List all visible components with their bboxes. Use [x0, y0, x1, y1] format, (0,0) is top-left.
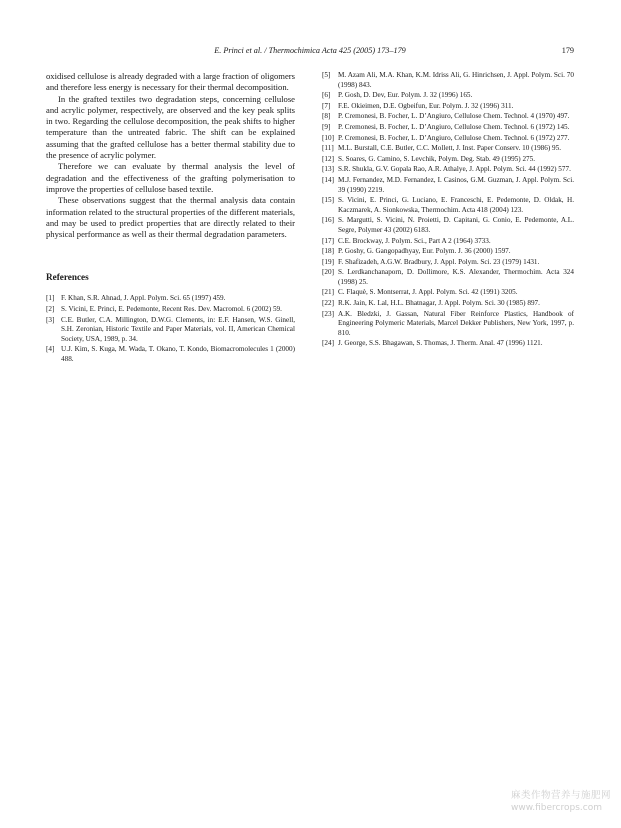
reference-item [46, 345, 295, 364]
reference-number: [15] [322, 196, 334, 205]
page-number: 179 [561, 46, 574, 55]
reference-text: A.K. Bledzki, J. Gassan, Natural Fiber Reinforce Plastics, Handbook of Engineering Polymeric Materials, Marcel Dekker Publishers, New York, 1997, p. 810. [338, 309, 574, 337]
reference-text: F.E. Okieimen, D.E. Ogbeifun, Eur. Polym. J. 32 (1996) 311. [338, 101, 514, 110]
reference-text: P. Gosh, D. Dev, Eur. Polym. J. 32 (1996) 165. [338, 91, 473, 100]
reference-text: U.J. Kim, S. Kuga, M. Wada, T. Okano, T. Kondo, Biomacromolecules 1 (2000) 488. [61, 345, 295, 364]
reference-text: P. Cremonesi, B. Focher, L. D’Angiuro, Cellulose Chem. Technol. 6 (1972) 145. [338, 122, 570, 131]
reference-text: S. Margutti, S. Vicini, N. Proietti, D. Capitani, G. Conio, E. Pedemonte, A.L. Segre, Polymer 43 (2002) 6183. [338, 216, 574, 234]
reference-item [322, 339, 574, 349]
reference-number: [3] [46, 315, 55, 324]
reference-item [322, 134, 574, 144]
reference-text: S. Lerdkanchanaporn, D. Dollimore, K.S. Alexander, Thermochim. Acta 324 (1998) 25. [338, 268, 574, 286]
reference-number: [19] [322, 257, 334, 266]
reference-text: M. Azam Ali, M.A. Khan, K.M. Idriss Ali, G. Hinrichsen, J. Appl. Polym. Sci. 70 (1998) 843. [338, 71, 574, 89]
reference-text: S. Vicini, E. Princi, G. Luciano, E. Franceschi, E. Pedemonte, D. Oldak, H. Kaczmarek, A. Sionkowska, Thermochim. Acta 418 (2004) 123. [338, 196, 574, 214]
body-paragraph: These observations suggest that the thermal analysis data contain information related to the structural properties of the different materials, and may be used to predict properties that are directly related to their physical performance as well as their thermal degradation parameters. [46, 195, 295, 240]
reference-number: [9] [322, 122, 331, 131]
body-paragraph: In the grafted textiles two degradation steps, concerning cellulose and acrylic polymer, respectively, are observed and the key peak splits in two. Regarding the cellulose decomposition, the peak shifts to higher temperature than the untreated fabric. The shift can be explained assuming that the grafted cellulose has a better thermal stability due to the presence of acrylic polymer. [46, 93, 295, 161]
reference-number: [7] [322, 101, 331, 110]
reference-item [322, 299, 574, 309]
reference-item [322, 237, 574, 247]
reference-item [322, 91, 574, 101]
reference-item [46, 305, 295, 315]
reference-text: P. Cremonesi, B. Focher, L. D’Angiuro, Cellulose Chem. Technol. 6 (1972) 277. [338, 133, 570, 142]
reference-text: C. Flaquè, S. Montserrat, J. Appl. Polym. Sci. 42 (1991) 3205. [338, 288, 518, 297]
reference-item [322, 310, 574, 339]
reference-text: C.E. Butler, C.A. Millington, D.W.G. Clements, in: E.F. Hansen, W.S. Ginell, S.H. Zeronian, Historic Textile and Paper Materials, vol. II, American Chemical Society, USA, 1989, p. 34. [61, 315, 295, 343]
reference-item [322, 268, 574, 287]
journal-citation: E. Princi et al. / Thermochimica Acta 425 (2005) 173–179 [214, 46, 406, 55]
reference-text: F. Khan, S.R. Ahnad, J. Appl. Polym. Sci. 65 (1997) 459. [61, 294, 226, 303]
reference-number: [8] [322, 112, 331, 121]
left-column [46, 71, 295, 366]
reference-item [322, 155, 574, 165]
reference-text: J. George, S.S. Bhagawan, S. Thomas, J. Therm. Anal. 47 (1996) 1121. [338, 339, 543, 348]
reference-number: [2] [46, 305, 55, 314]
reference-item [322, 123, 574, 133]
reference-text: C.E. Brockway, J. Polym. Sci., Part A 2 (1964) 3733. [338, 236, 491, 245]
reference-text: S.R. Shukla, G.V. Gopala Rao, A.R. Athalye, J. Appl. Polym. Sci. 44 (1992) 577. [338, 165, 571, 174]
reference-number: [13] [322, 165, 334, 174]
reference-number: [14] [322, 175, 334, 184]
running-head [46, 46, 574, 60]
reference-number: [1] [46, 294, 55, 303]
body-paragraph: oxidised cellulose is already degraded with a large fraction of oligomers and therefore less energy is necessary for their thermal decomposition. [46, 71, 295, 93]
reference-item [322, 165, 574, 175]
reference-number: [23] [322, 309, 334, 318]
watermark-url: www.fibercrops.com [510, 803, 602, 813]
reference-list-right [322, 71, 574, 349]
reference-item [46, 294, 295, 304]
reference-item [322, 288, 574, 298]
reference-text: M.J. Fernandez, M.D. Fernandez, I. Casinos, G.M. Guzman, J. Appl. Polym. Sci. 39 (1990) 2219. [338, 175, 574, 194]
reference-text: S. Vicini, E. Princi, E. Pedemonte, Recent Res. Dev. Macromol. 6 (2002) 59. [61, 305, 282, 314]
reference-number: [18] [322, 247, 334, 256]
reference-number: [21] [322, 288, 334, 297]
reference-number: [11] [322, 144, 334, 153]
reference-number: [16] [322, 216, 334, 225]
reference-item [322, 216, 574, 235]
reference-list-left [46, 294, 295, 364]
reference-number: [5] [322, 71, 331, 79]
reference-text: P. Cremonesi, B. Focher, L. D’Angiuro, Cellulose Chem. Technol. 4 (1970) 497. [338, 112, 570, 121]
reference-number: [17] [322, 236, 334, 245]
reference-text: P. Goshy, G. Gangopadhyay, Eur. Polym. J. 36 (2000) 1597. [338, 247, 511, 256]
reference-number: [22] [322, 299, 334, 308]
reference-item [322, 144, 574, 154]
right-column [322, 71, 574, 350]
reference-number: [24] [322, 339, 334, 348]
reference-text: M.L. Burstall, C.E. Butler, C.C. Mollett, J. Inst. Paper Conserv. 10 (1986) 95. [338, 144, 562, 153]
reference-text: R.K. Jain, K. Lal, H.L. Bhatnagar, J. Appl. Polym. Sci. 30 (1985) 897. [338, 299, 540, 308]
reference-item [322, 112, 574, 122]
reference-number: [6] [322, 91, 331, 100]
watermark-title: 麻类作物营养与施肥网 [510, 790, 611, 801]
reference-number: [4] [46, 345, 55, 354]
reference-item [322, 71, 574, 90]
reference-item [322, 102, 574, 112]
reference-text: F. Shafizadeh, A.G.W. Bradbury, J. Appl. Polym. Sci. 23 (1979) 1431. [338, 257, 540, 266]
reference-number: [12] [322, 154, 334, 163]
reference-item [322, 176, 574, 195]
reference-item [322, 247, 574, 257]
reference-item [46, 316, 295, 345]
references-heading: References [46, 272, 89, 283]
reference-number: [10] [322, 133, 334, 142]
reference-item [322, 196, 574, 215]
site-watermark [511, 790, 611, 814]
reference-item [322, 258, 574, 268]
reference-text: S. Soares, G. Camino, S. Levchik, Polym. Deg. Stab. 49 (1995) 275. [338, 154, 536, 163]
body-paragraph: Therefore we can evaluate by thermal analysis the level of degradation and the effectiveness of the grafting polymerisation to improve the properties of cellulose based textile. [46, 161, 295, 194]
reference-number: [20] [322, 268, 334, 277]
